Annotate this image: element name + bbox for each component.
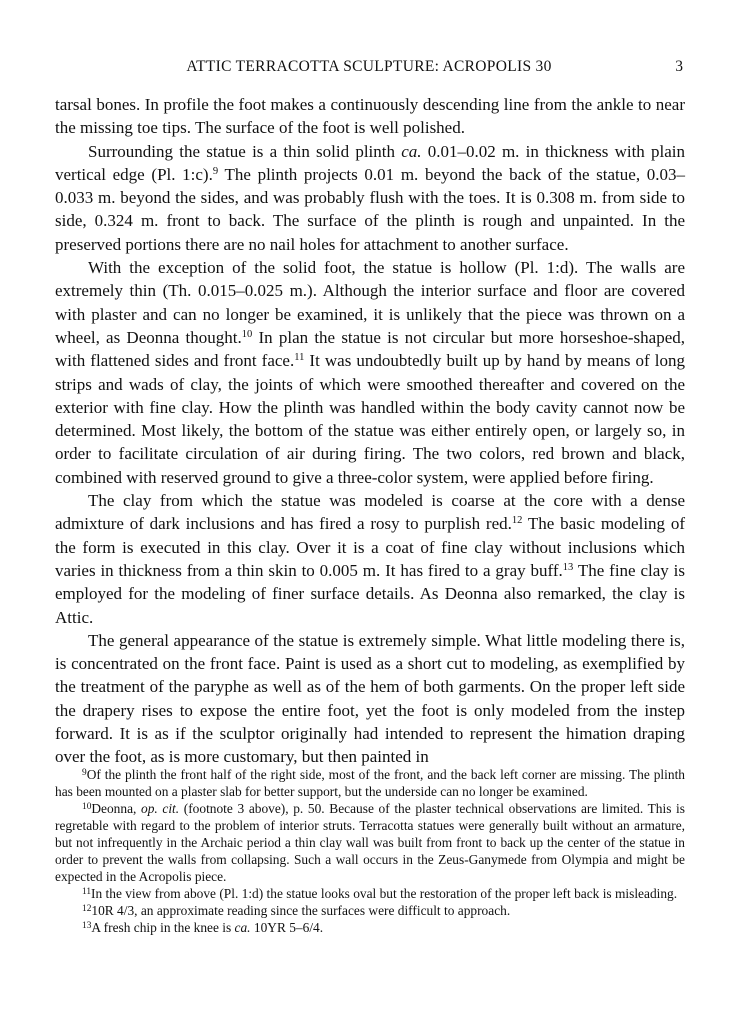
paragraph-text: The plinth projects 0.01 m. beyond the back of the statue, 0.03–0.033 m. beyond the sides, and was probably flush with the toes. It is 0.308 m. from side to side, 0.324 m. front to back. The surface of the plinth is rough and unpainted. In the preserved portions there are no nail holes for attachment to another surface. <box>55 164 685 254</box>
paragraph-text: With the exception of the solid foot, the statue is hollow (Pl. 1:d). The walls are extremely thin (Th. 0.015–0.025 m.). Although the interior surface and floor are covered with plaster and can no longer be examined, it is unlikely that the piece was thrown on a wheel, as Deonna thought. <box>55 258 685 347</box>
footnotes <box>55 766 685 936</box>
paragraph-4 <box>55 489 685 629</box>
footnote-13 <box>55 919 685 936</box>
italic-abbrev: ca. <box>234 920 251 935</box>
footnote-text: Of the plinth the front half of the right side, most of the front, and the back left corner are missing. The plinth has been mounted on a plaster slab for better support, but the underside can no longer be examined. <box>55 767 685 799</box>
footnote-text: 10R 4/3, an approximate reading since the surfaces were difficult to approach. <box>91 903 511 918</box>
paragraph-text: tarsal bones. In profile the foot makes a continuously descending line from the ankle to near the missing toe tips. The surface of the foot is well polished. <box>55 95 685 138</box>
running-title: ATTIC TERRACOTTA SCULPTURE: ACROPOLIS 30 <box>186 58 552 75</box>
footnote-text: In the view from above (Pl. 1:d) the statue looks oval but the restoration of the proper left back is misleading. <box>91 886 678 901</box>
footnote-12 <box>55 902 685 919</box>
footnote-ref-13[interactable]: 13 <box>562 562 574 574</box>
page-number: 3 <box>675 58 683 75</box>
paragraph-1 <box>55 93 685 140</box>
footnote-number: 9 <box>82 767 87 778</box>
footnote-ref-10[interactable]: 10 <box>241 329 253 341</box>
paragraph-2 <box>55 140 685 256</box>
paragraph-text: Surrounding the statue is a thin solid plinth <box>88 141 402 161</box>
footnote-number: 10 <box>82 801 92 812</box>
paragraph-text: The clay from which the statue was modeled is coarse at the core with a dense admixture of dark inclusions and has fired a rosy to purplish red. <box>55 491 685 534</box>
footnote-number: 12 <box>82 903 92 914</box>
footnote-9 <box>55 766 685 800</box>
footnote-text: 10YR 5–6/4. <box>250 920 324 935</box>
footnote-ref-12[interactable]: 12 <box>511 515 523 527</box>
italic-citation: op. cit. <box>141 801 180 816</box>
footnote-ref-11[interactable]: 11 <box>294 352 305 364</box>
paragraph-text: The general appearance of the statue is extremely simple. What little modeling there is, is concentrated on the front face. Paint is used as a short cut to modeling, as exemplified by the treatment of the paryphe as well as of the hem of both garments. On the proper left side the drapery rises to expose the entire foot, yet the foot is only modeled from the instep forward. It is as if the sculptor originally had intended to represent the himation draping over the foot, as is more customary, but then painted in <box>55 630 685 767</box>
footnote-ref-9[interactable]: 9 <box>212 166 219 178</box>
paragraph-3 <box>55 256 685 489</box>
footnote-11 <box>55 885 685 902</box>
footnote-number: 11 <box>82 886 92 897</box>
running-header <box>55 58 683 78</box>
footnote-text: A fresh chip in the knee is <box>91 920 235 935</box>
paragraph-5 <box>55 629 685 769</box>
paragraph-text: The fine clay is employed for the modeling of finer surface details. As Deonna also remarked, the clay is Attic. <box>55 560 685 627</box>
footnote-text: Deonna, <box>91 801 142 816</box>
body-text <box>55 93 685 769</box>
footnote-10 <box>55 800 685 885</box>
paragraph-text: The basic modeling of the form is executed in this clay. Over it is a coat of fine clay without inclusions which varies in thickness from a thin skin to 0.005 m. It has fired to a gray buff. <box>55 514 685 580</box>
paragraph-text: In plan the statue is not circular but more horseshoe-shaped, with flattened sides and front face. <box>55 327 685 371</box>
footnote-text: (footnote 3 above), p. 50. Because of the plaster technical observations are limited. This is regretable with regard to the problem of interior struts. Terracotta statues were generally built without an armature, but not infrequently in the Archaic period a thin clay wall was built from front to back up the center of the statue in order to prevent the walls from collapsing. Such a wall occurs in the Zeus-Ganymede from Olympia and might be expected in the Acropolis piece. <box>55 801 685 884</box>
paragraph-text: It was undoubtedly built up by hand by means of long strips and wads of clay, the joints of which were smoothed thereafter and covered on the exterior with fine clay. How the plinth was handled within the body cavity cannot now be determined. Most likely, the bottom of the statue was either entirely open, or largely so, in order to facilitate circulation of air during firing. The two colors, red brown and black, combined with reserved ground to give a three-color system, were applied before firing. <box>55 351 686 487</box>
italic-abbrev: ca. <box>401 141 422 161</box>
paragraph-text: 0.01–0.02 m. in thickness with plain vertical edge (Pl. 1:c). <box>55 141 685 184</box>
footnote-number: 13 <box>82 920 92 931</box>
